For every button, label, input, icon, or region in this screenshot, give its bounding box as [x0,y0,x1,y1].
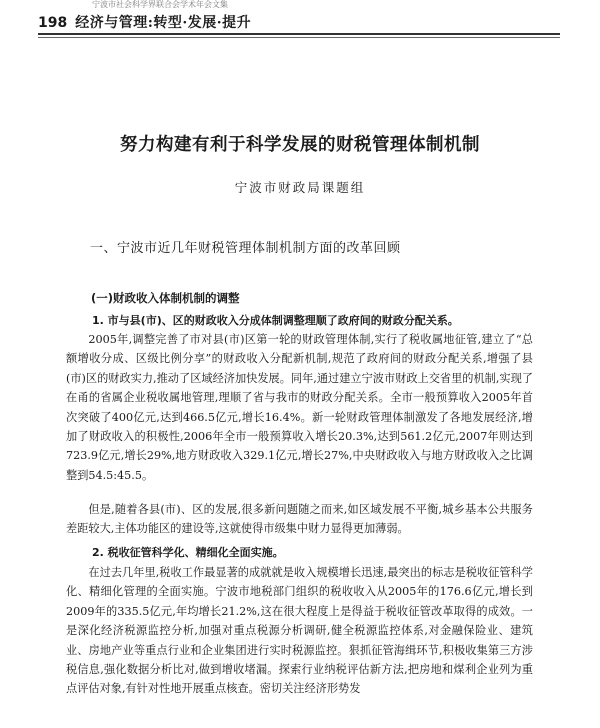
page-number: 198 [38,15,68,31]
running-header-title: 经济与管理:转型·发展·提升 [75,15,252,31]
sub-heading: (一)财政收入体制机制的调整 [91,291,240,305]
running-header [38,12,560,32]
header-rule-thick [38,33,560,35]
paragraph-3: 在过去几年里,税收工作最显著的成就就是收入规模增长迅速,最突出的标志是税收征管科学化、精细化管理的全面实施。宁波市地税部门组织的税收收入从2005年的176.6亿元,增长到2009年的335.5亿元,年均增长21.2%,这在很大程度上是得益于税收征管改革取得的成效。一是深化经济税源监控分析,加强对重点税源分析调研,健全税源监控体系,对金融保险业、建筑业、房地产业等重点行业和企业集团进行实时税源监控。狠抓征管海缉环节,积极收集第三方涉税信息,强化数据分析比对,做到增收堵漏。探索行业纳税评估新方法,把房地和煤利企业列为重点评估对象,有针对性地开展重点核查。密切关注经济形势发 [66,566,533,696]
article-author: 宁波市财政局课题组 [234,180,366,195]
point-2-heading: 2. 税收征管科学化、精细化全面实施。 [92,546,284,559]
paragraph-2: 但是,随着各县(市)、区的发展,很多新问题随之而来,如区域发展不平衡,城乡基本公共服务差距较大,主体功能区的建设等,这就使得市级集中财力显得更加薄弱。 [66,503,533,536]
header-rule-thin [38,37,560,38]
point-1-heading: 1. 市与县(市)、区的财政收入分成体制调整理顺了政府间的财政分配关系。 [92,314,459,327]
article-title: 努力构建有利于科学发展的财税管理体制机制 [120,135,480,155]
running-header-top-text: 宁波市社会科学界联合会学术年会文集 [92,0,228,9]
paragraph-1: 2005年,调整完善了市对县(市)区第一轮的财政管理体制,实行了税收属地征管,建立了“总额增收分成、区级比例分享”的财政收入分配新机制,规范了政府间的财政分配关系,增强了县(市)区的财政实力,推动了区域经济加快发展。同年,通过建立宁波市财政上交省里的机制,实现了在甬的省属企业税收属地管理,理顺了省与我市的财政分配关系。全市一般预算收入2005年首次突破了400亿元,达到466.5亿元,增长16.4%。新一轮财政管理体制激发了各地发展经济,增加了财政收入的积极性,2006年全市一般预算收入增长20.3%,达到561.2亿元,2007年则达到723.9亿元,增长29%,地方财政收入329.1亿元,增长27%,中央财政收入与地方财政收入之比调整到54.5:45.5。 [66,333,533,482]
section-heading: 一、宁波市近几年财税管理体制机制方面的改革回顾 [90,241,401,256]
